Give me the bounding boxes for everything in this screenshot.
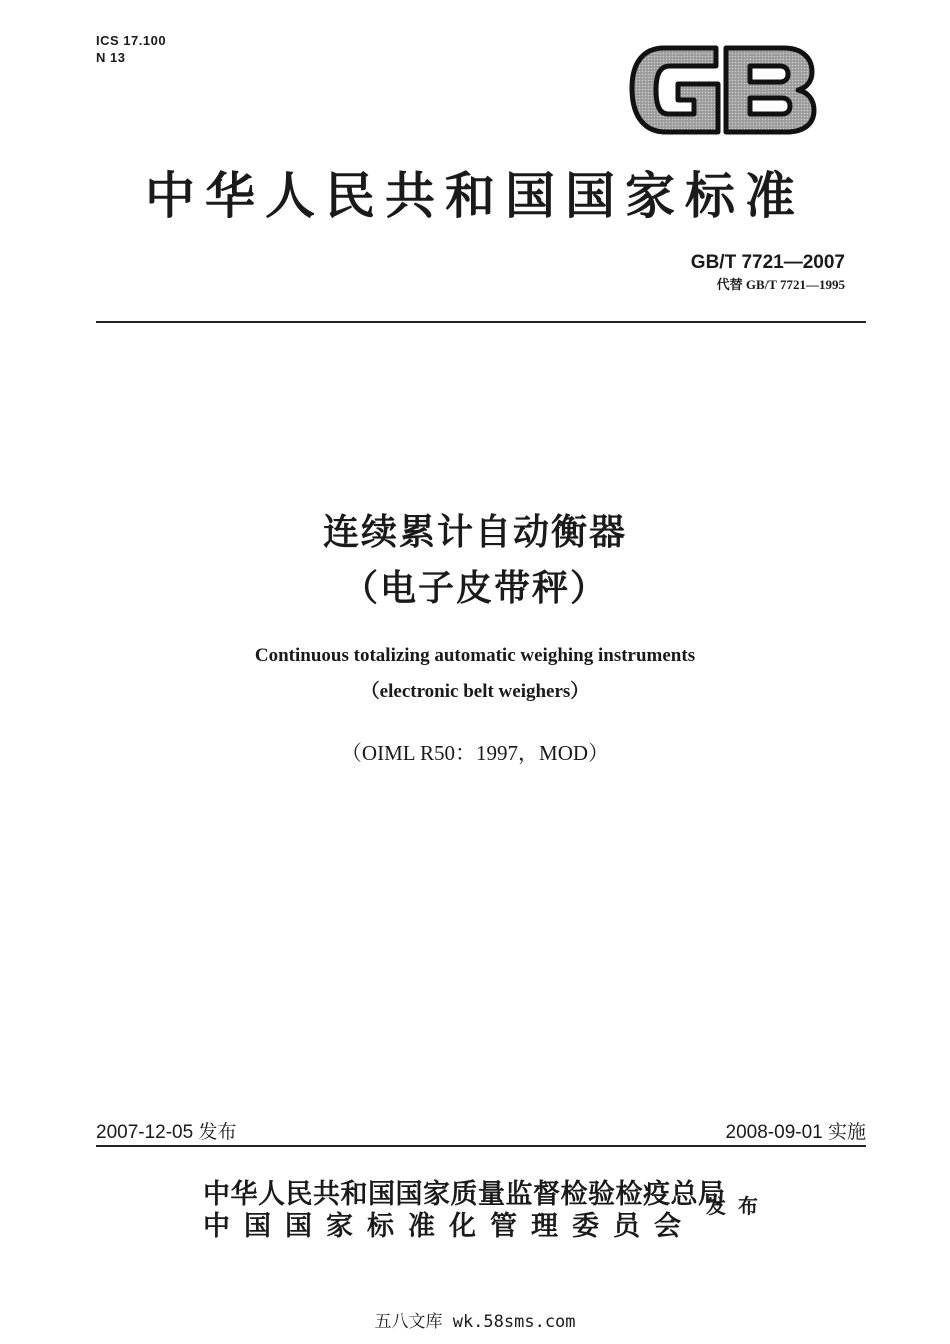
ics-code: ICS 17.100	[96, 33, 167, 48]
issue-date: 2007-12-05 发布	[96, 1122, 237, 1143]
title-english: Continuous totalizing automatic weighing instruments	[254, 645, 696, 666]
title-chinese: 连续累计自动衡器	[322, 512, 627, 553]
header-divider	[96, 321, 866, 323]
replaces-standard: 代替 GB/T 7721—1995	[716, 277, 845, 292]
oiml-reference: （OIML R50：1997，MOD）	[340, 741, 610, 765]
implementation-date: 2008-09-01 实施	[725, 1122, 866, 1143]
classification-codes	[96, 32, 166, 66]
issue-label: 发布	[706, 1194, 770, 1218]
standard-number: GB/T 7721—2007	[690, 252, 845, 273]
watermark-footer: 五八文库 wk.58sms.com	[374, 1312, 576, 1332]
issuer-aqsiq: 中华人民共和国国家质量监督检验检疫总局	[203, 1179, 726, 1210]
national-standard-title: 中华人民共和国国家标准	[145, 166, 805, 225]
ccs-code: N 13	[96, 50, 126, 65]
footer-divider	[96, 1145, 866, 1147]
gb-logo	[626, 40, 818, 140]
subtitle-english: （electronic belt weighers）	[360, 681, 590, 702]
subtitle-chinese: （电子皮带秤）	[341, 568, 608, 609]
issuer-sac: 中国国家标准化管理委员会	[203, 1211, 681, 1242]
